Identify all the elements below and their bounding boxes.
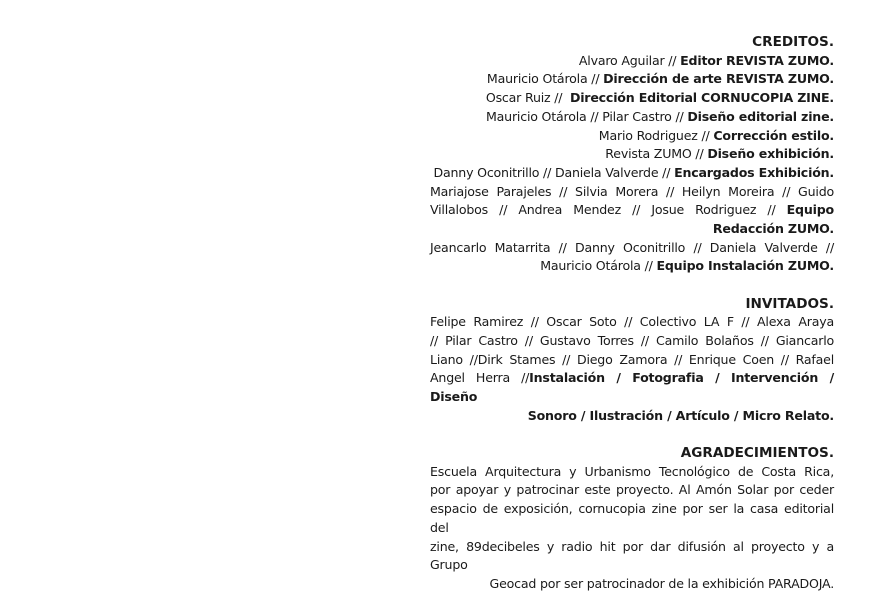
- guests-line: [430, 407, 834, 426]
- credit-names: Revista ZUMO //: [605, 146, 708, 162]
- redaccion-team-role: Redacción ZUMO.: [712, 221, 834, 237]
- thanks-line: zine, 89decibeles y radio hit por dar difusión al proyecto y a Grupo: [430, 538, 834, 573]
- thanks-line: espacio de exposición, cornucopia zine por ser la casa editorial del: [430, 501, 834, 535]
- guests-heading: INVITADOS.: [745, 295, 834, 312]
- guests-line: // Pilar Castro // Gustavo Torres // Camilo Bolaños // Giancarlo: [430, 333, 834, 349]
- credit-role: Dirección Editorial CORNUCOPIA ZINE.: [569, 90, 834, 106]
- guests-line: Liano //Dirk Stames // Diego Zamora // Enrique Coen // Rafael: [430, 351, 834, 367]
- credits-section: [430, 33, 834, 276]
- credit-line: [430, 127, 834, 146]
- thanks-line: Escuela Arquitectura y Urbanismo Tecnológico de Costa Rica,: [430, 463, 834, 479]
- credit-line: [430, 145, 834, 164]
- guests-section: [430, 295, 834, 426]
- thanks-heading: AGRADECIMIENTOS.: [680, 445, 834, 462]
- credit-role: Diseño editorial zine.: [687, 108, 834, 124]
- credit-names: Alvaro Aguilar //: [578, 52, 681, 68]
- thanks-line: Geocad por ser patrocinador de la exhibición PARADOJA.: [489, 575, 834, 591]
- credit-names: Mario Rodriguez //: [598, 127, 714, 143]
- credit-names: Danny Oconitrillo // Daniela Valverde //: [433, 164, 675, 180]
- credit-names: Oscar Ruiz //: [485, 90, 570, 106]
- redaccion-team-line: Mariajose Parajeles // Silvia Morera // Heilyn Moreira // Guido: [430, 183, 834, 199]
- credit-line: [430, 164, 834, 183]
- credit-names: Mauricio Otárola // Pilar Castro //: [485, 108, 688, 124]
- credit-role: Encargados Exhibición.: [674, 164, 834, 180]
- credit-line: [430, 89, 834, 108]
- redaccion-team-role: Equipo: [786, 202, 834, 218]
- guests-line: [430, 369, 834, 406]
- credit-role: Dirección de arte REVISTA ZUMO.: [603, 71, 834, 87]
- credit-names: Mauricio Otárola //: [486, 71, 604, 87]
- guests-roles: Sonoro / Ilustración / Artículo / Micro Relato.: [527, 407, 834, 423]
- instalacion-team-line: Jeancarlo Matarrita // Danny Oconitrillo // Daniela Valverde //: [430, 239, 834, 255]
- credits-document: [430, 33, 834, 594]
- credit-line: [430, 70, 834, 89]
- thanks-section: [430, 444, 834, 594]
- redaccion-team-names: Villalobos // Andrea Mendez // Josue Rodriguez //: [430, 202, 787, 218]
- instalacion-team-role: Equipo Instalación ZUMO.: [656, 258, 834, 274]
- credit-role: Editor REVISTA ZUMO.: [680, 52, 834, 68]
- instalacion-team-names: Mauricio Otárola //: [540, 258, 657, 274]
- thanks-line: por apoyar y patrocinar este proyecto. Al Amón Solar por ceder: [430, 482, 834, 498]
- redaccion-team-line: [430, 220, 834, 239]
- guests-names: Angel Herra //: [430, 370, 530, 386]
- guests-roles: Instalación / Fotografia / Intervención / Diseño: [430, 370, 834, 405]
- redaccion-team-line: [430, 201, 834, 220]
- credit-role: Diseño exhibición.: [707, 146, 834, 162]
- guests-line: Felipe Ramirez // Oscar Soto // Colectivo LA F // Alexa Araya: [430, 314, 834, 330]
- credit-line: [430, 52, 834, 71]
- instalacion-team-line: [430, 257, 834, 276]
- credit-line: [430, 108, 834, 127]
- credit-role: Corrección estilo.: [713, 127, 834, 143]
- credits-heading: CREDITOS.: [752, 34, 834, 50]
